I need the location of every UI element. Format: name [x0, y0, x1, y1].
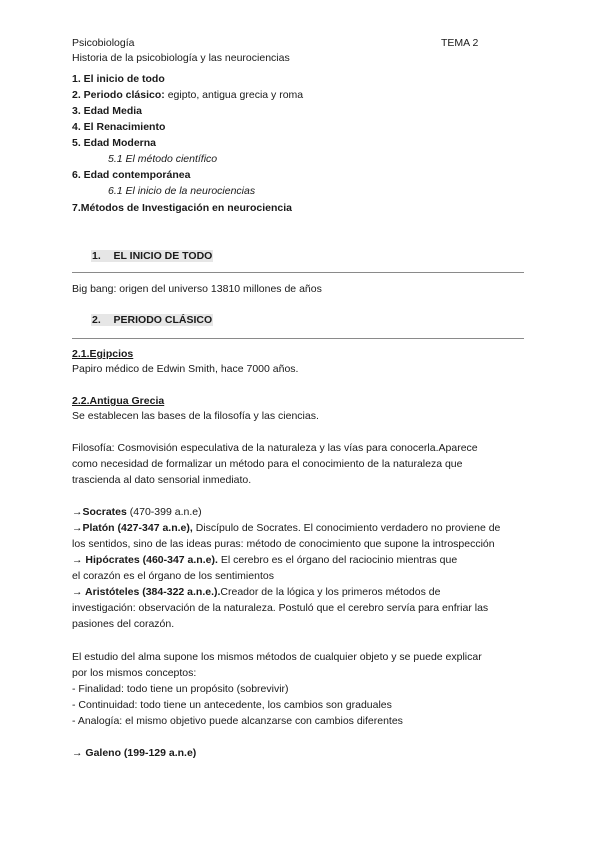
header-tema: TEMA 2 — [441, 37, 479, 49]
header-title: Historia de la psicobiología y las neurociencias — [72, 52, 290, 64]
hipocrates-entry — [72, 554, 457, 566]
toc-item-3: 3. Edad Media — [72, 105, 143, 117]
section-2-heading — [91, 314, 213, 326]
platon-name: →Platón (427-347 a.n.e), — [72, 522, 193, 534]
aristoteles-text-3: pasiones del corazón. — [72, 618, 175, 630]
alma-line-4: - Continuidad: todo tiene un antecedente, los cambios son graduales — [72, 699, 392, 711]
galeno-entry — [72, 747, 196, 759]
section-2-number: 2. — [92, 314, 101, 326]
platon-text-1: Discípulo de Socrates. El conocimiento verdadero no proviene de — [192, 522, 501, 534]
toc-item-2 — [72, 89, 303, 101]
alma-line-2: por los mismos conceptos: — [72, 667, 197, 679]
alma-line-1: El estudio del alma supone los mismos métodos de cualquier objeto y se puede explicar — [72, 651, 482, 663]
toc-item-2-rest: egipto, antigua grecia y roma — [164, 89, 304, 101]
filosofia-line-1: Filosofía: Cosmovisión especulativa de la naturaleza y las vías para conocerla.Aparece — [72, 442, 478, 454]
section-1-number: 1. — [92, 250, 101, 262]
section-1-text: Big bang: origen del universo 13810 millones de años — [72, 283, 322, 295]
toc-item-5: 5. Edad Moderna — [72, 137, 157, 149]
socrates-name: →Socrates — [72, 506, 127, 518]
alma-line-3: - Finalidad: todo tiene un propósito (sobrevivir) — [72, 683, 289, 695]
subsection-grecia-text: Se establecen las bases de la filosofía y las ciencias. — [72, 410, 319, 422]
subsection-egipcios-text: Papiro médico de Edwin Smith, hace 7000 años. — [72, 363, 299, 375]
hipocrates-text-1: El cerebro es el órgano del raciocinio mientras que — [217, 554, 458, 566]
toc-item-2-bold: 2. Periodo clásico: — [72, 89, 165, 101]
subsection-egipcios-title: 2.1.Egipcios — [72, 348, 134, 360]
aristoteles-text-1: Creador de la lógica y los primeros métodos de — [220, 586, 441, 598]
subsection-grecia-title: 2.2.Antigua Grecia — [72, 395, 165, 407]
platon-text-2: los sentidos, sino de las ideas puras: método de conocimiento que supone la introspección — [72, 538, 495, 550]
filosofia-line-3: trascienda al dato sensorial inmediato. — [72, 474, 252, 486]
socrates-dates: (470-399 a.n.e) — [126, 506, 202, 518]
toc-item-7: 7.Métodos de Investigación en neurociencia — [72, 202, 292, 214]
toc-item-1: 1. El inicio de todo — [72, 73, 165, 85]
aristoteles-name: → Aristóteles (384-322 a.n.e.). — [72, 586, 221, 598]
section-1-title: EL INICIO DE TODO — [113, 250, 213, 262]
platon-entry — [72, 522, 500, 534]
toc-item-6: 6. Edad contemporánea — [72, 169, 191, 181]
aristoteles-text-2: investigación: observación de la naturaleza. Postuló que el cerebro servía para enfriar las — [72, 602, 489, 614]
alma-line-5: - Analogía: el mismo objetivo puede alcanzarse con cambios diferentes — [72, 715, 403, 727]
galeno-name: → Galeno (199-129 a.n.e) — [72, 747, 197, 759]
filosofia-line-2: como necesidad de formalizar un método para el conocimiento de la naturaleza que — [72, 458, 463, 470]
socrates-entry — [72, 506, 202, 518]
hipocrates-text-2: el corazón es el órgano de los sentimientos — [72, 570, 274, 582]
toc-item-4: 4. El Renacimiento — [72, 121, 166, 133]
section-2-divider — [72, 338, 524, 339]
toc-item-6-1: 6.1 El inicio de la neurociencias — [108, 185, 256, 197]
header-subject: Psicobiología — [72, 37, 135, 49]
section-1-divider — [72, 272, 524, 273]
section-2-title: PERIODO CLÁSICO — [113, 314, 213, 326]
toc-item-5-1: 5.1 El método científico — [108, 153, 218, 165]
section-1-heading — [91, 250, 213, 262]
aristoteles-entry — [72, 586, 440, 598]
hipocrates-name: → Hipócrates (460-347 a.n.e). — [72, 554, 218, 566]
